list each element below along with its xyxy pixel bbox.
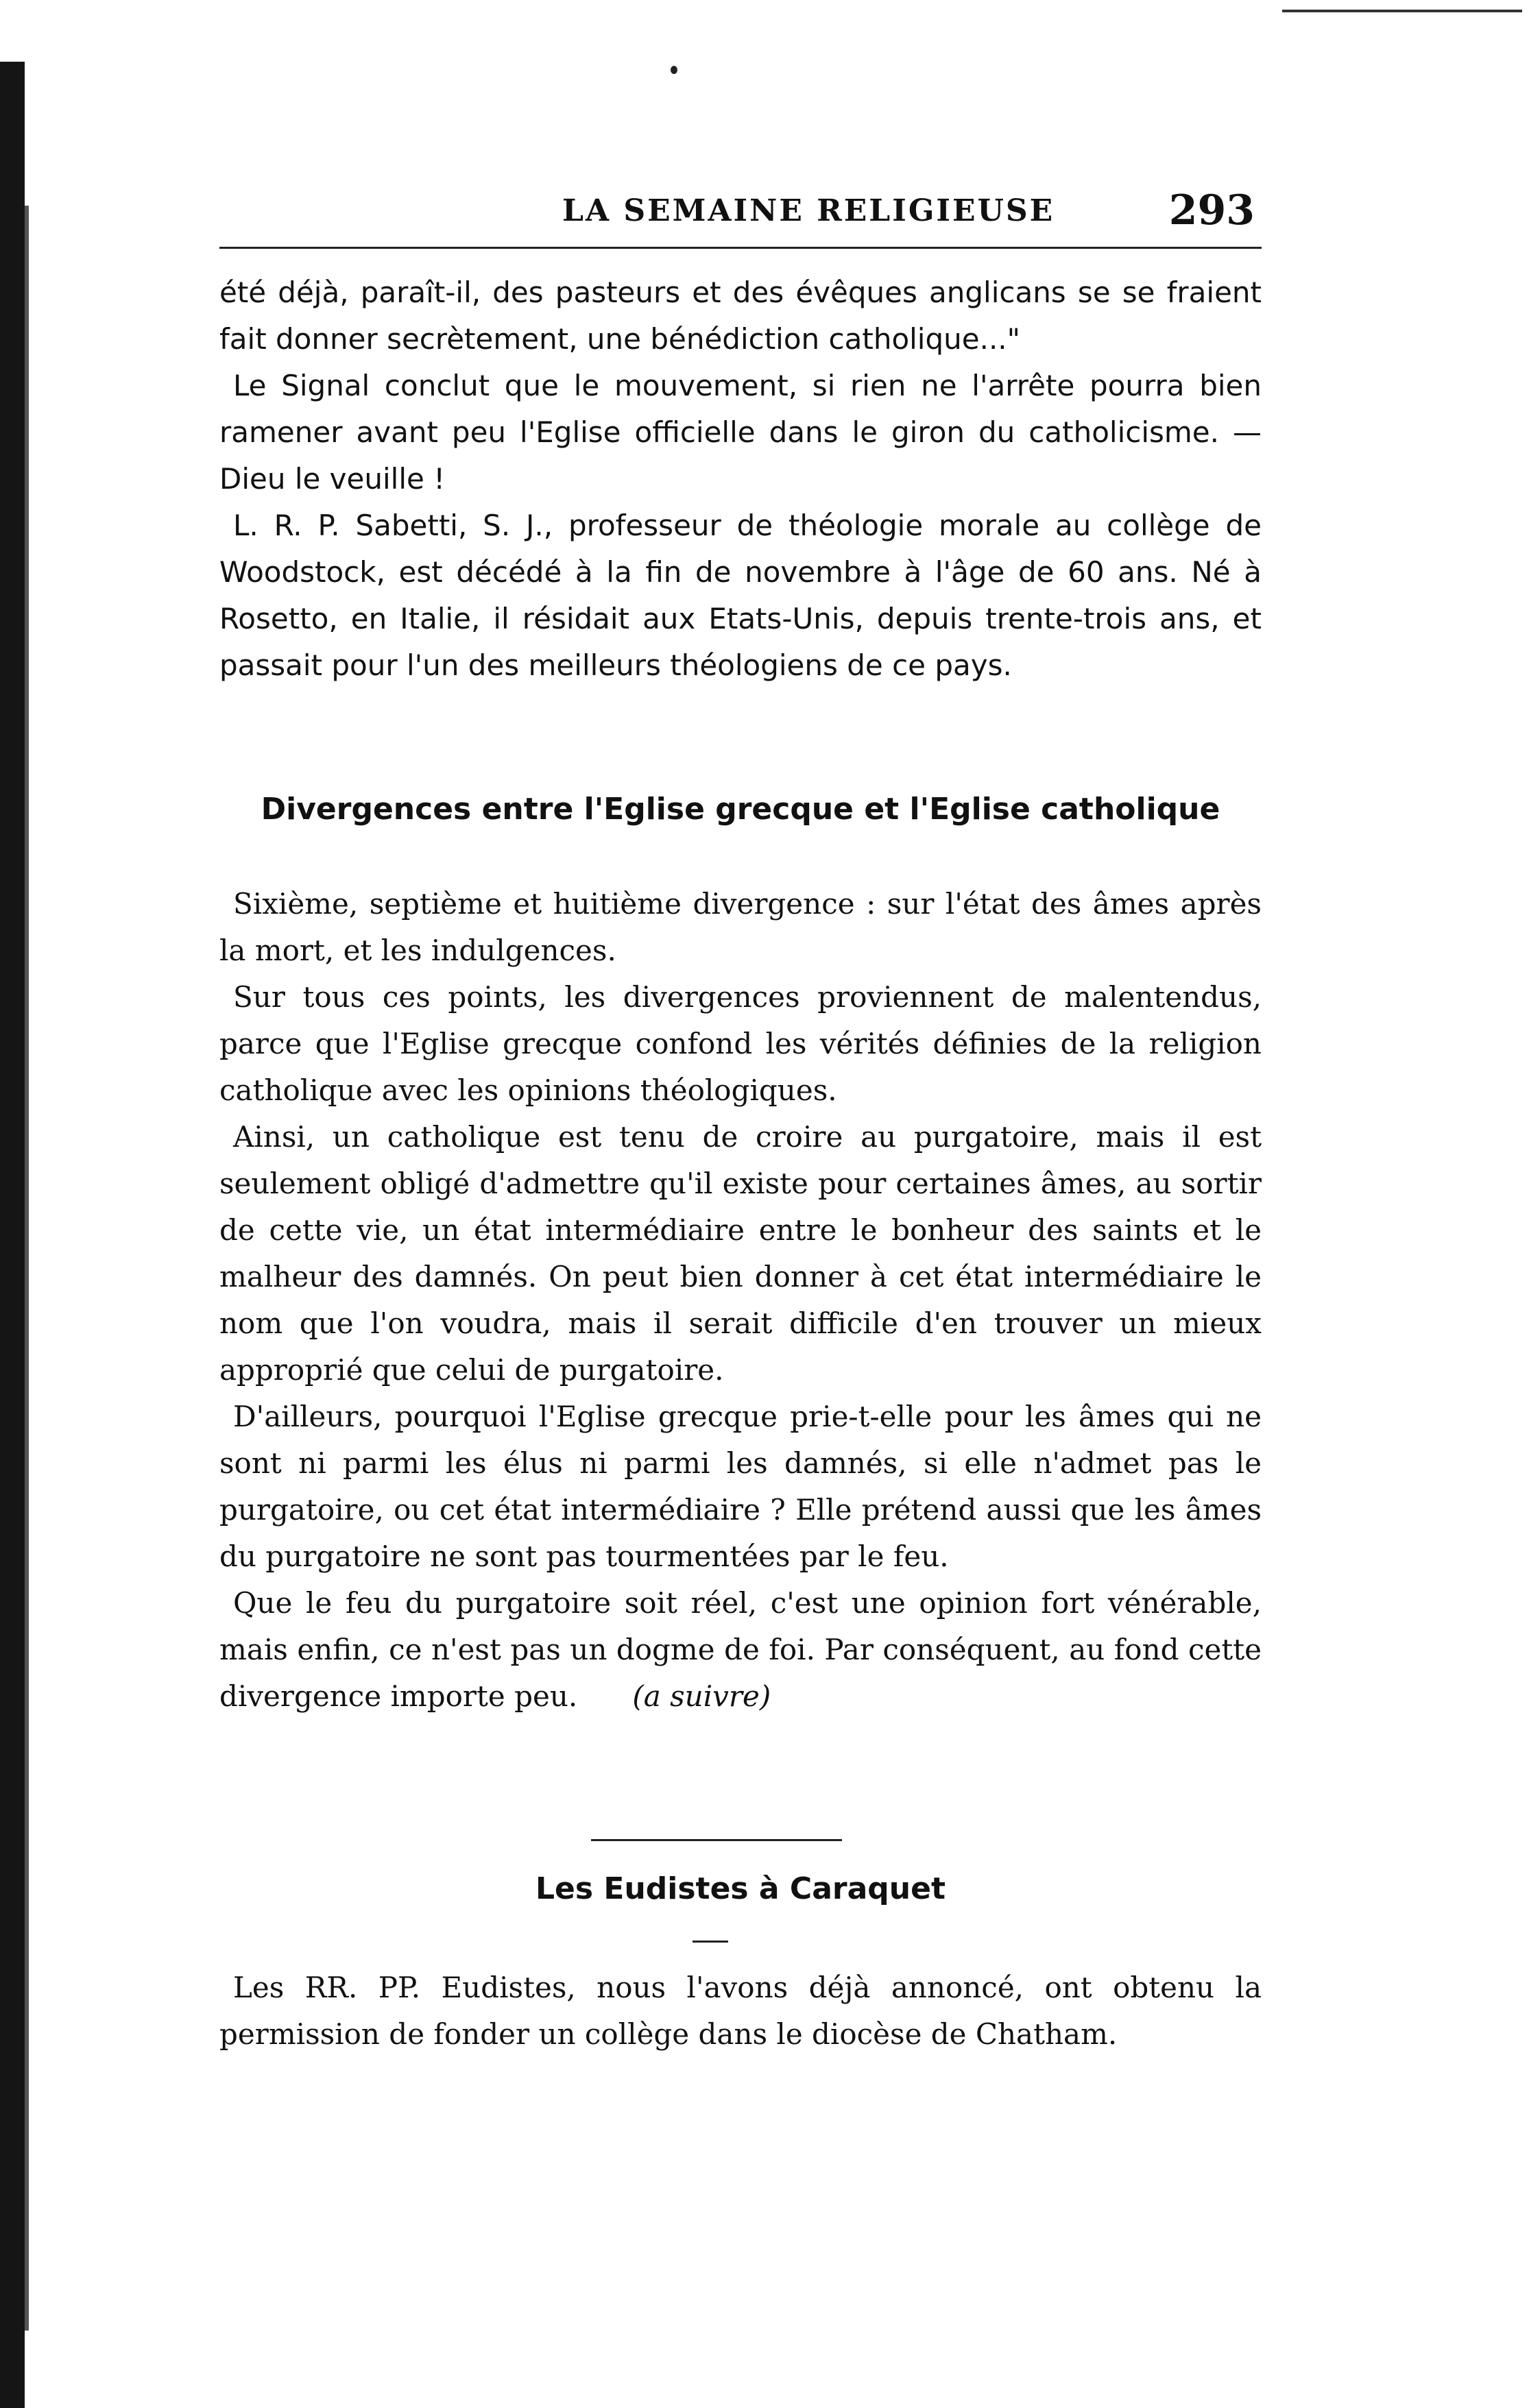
article-paragraph: Sur tous ces points, les divergences proviennent de malentendus, parce que l'Eglise grecque confond les vérités définies de la religion catholique avec les opinions théologiques.	[219, 980, 1262, 1107]
top-edge-rule	[1282, 10, 1522, 12]
article-paragraph-text: Que le feu du purgatoire soit réel, c'est une opinion fort vénérable, mais enfin, ce n'est pas un dogme de foi. Par conséquent, au fond cette divergence importe peu.	[219, 1586, 1262, 1713]
section-divider	[591, 1839, 842, 1841]
section-title: Divergences entre l'Eglise grecque et l'Eglise catholique	[261, 792, 1220, 827]
article-paragraph: Ainsi, un catholique est tenu de croire au purgatoire, mais il est seulement obligé d'admettre qu'il existe pour certaines âmes, au sortir de cette vie, un état intermédiaire entre le bonheur des saints et le malheur des damnés. On peut bien donner à cet état intermédiaire le nom que l'on voudra, mais il serait difficile d'en trouver un mieux approprié que celui de purgatoire.	[219, 1120, 1262, 1387]
header-rule	[219, 247, 1262, 249]
page-number: 293	[1168, 186, 1255, 234]
page-header	[219, 185, 1255, 233]
page-binding-edge	[0, 62, 25, 2408]
article-paragraph: Les RR. PP. Eudistes, nous l'avons déjà annoncé, ont obtenu la permission de fonder un collège dans le diocèse de Chatham.	[219, 1971, 1262, 2051]
notice-paragraph: Le Signal conclut que le mouvement, si rien ne l'arrête pourra bien ramener avant peu l'Eglise officielle dans le giron du catholicisme. — Dieu le veuille !	[219, 369, 1262, 496]
title-underline	[693, 1941, 728, 1943]
continued-note: (a suivre)	[632, 1679, 771, 1713]
divergences-article	[219, 881, 1262, 1720]
article-paragraph: D'ailleurs, pourquoi l'Eglise grecque prie-t-elle pour les âmes qui ne sont ni parmi les élus ni parmi les damnés, si elle n'admet pas le purgatoire, ou cet état intermédiaire ? Elle prétend aussi que les âmes du purgatoire ne sont pas tourmentées par le feu.	[219, 1400, 1262, 1573]
notice-paragraph: L. R. P. Sabetti, S. J., professeur de théologie morale au collège de Woodstock, est décédé à la fin de novembre à l'âge de 60 ans. Né à Rosetto, en Italie, il résidait aux Etats-Unis, depuis trente-trois ans, et passait pour l'un des meilleurs théologiens de ce pays.	[219, 509, 1262, 682]
article-paragraph-last	[219, 1580, 1262, 1720]
section-title: Les Eudistes à Caraquet	[535, 1871, 946, 1906]
notice-paragraph: été déjà, paraît-il, des pasteurs et des évêques anglicans se se fraient fait donner secrètement, une bénédiction catholique..."	[219, 276, 1262, 356]
ink-speck	[671, 66, 677, 74]
running-head: LA SEMAINE RELIGIEUSE	[562, 193, 1055, 228]
notices-section	[219, 269, 1262, 689]
article-paragraph: Sixième, septième et huitième divergence : sur l'état des âmes après la mort, et les indulgences.	[219, 887, 1262, 967]
page-binding-shadow	[25, 206, 29, 2331]
eudistes-article	[219, 1965, 1262, 2058]
